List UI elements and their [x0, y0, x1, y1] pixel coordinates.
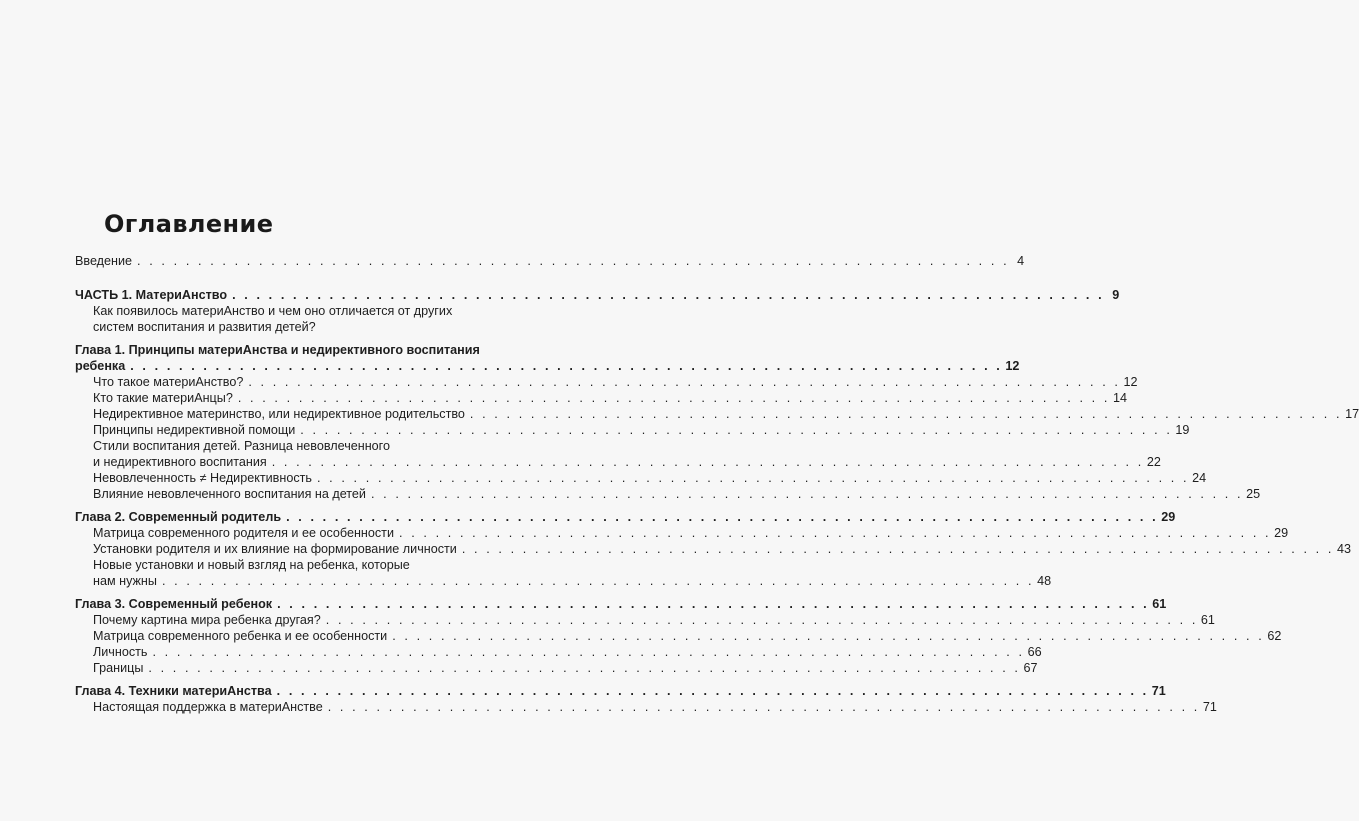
dot-leader: . . . . . . . . . . . . . . . . . . . . . . . . . . . . . . . . . . . . . . . . . . . . . . . . . . . . . . . . . . . . . . . . . . . . . . . . [137, 254, 1010, 268]
toc-entry-label: Что такое материАнство? [93, 375, 244, 389]
dot-leader: . . . . . . . . . . . . . . . . . . . . . . . . . . . . . . . . . . . . . . . . . . . . . . . . . . . . . . . . . . . . . . . . . . . . . . . . [325, 613, 1198, 627]
toc-entry[interactable] [93, 628, 1282, 644]
toc-entry[interactable] [93, 660, 1038, 676]
page-title: Оглавление [104, 210, 274, 238]
toc-page-number: 24 [1192, 471, 1207, 485]
toc-page-number: 9 [1112, 288, 1120, 302]
toc-page-number: 62 [1267, 629, 1282, 643]
toc-entry-label: и недирективного воспитания [93, 455, 267, 469]
toc-entry-label: нам нужны [93, 574, 157, 588]
toc-entry[interactable] [93, 406, 1359, 422]
dot-leader: . . . . . . . . . . . . . . . . . . . . . . . . . . . . . . . . . . . . . . . . . . . . . . . . . . . . . . . . . . . . . . . . . . . . . . . . [276, 684, 1149, 698]
dot-leader: . . . . . . . . . . . . . . . . . . . . . . . . . . . . . . . . . . . . . . . . . . . . . . . . . . . . . . . . . . . . . . . . . . . . . . . . [286, 510, 1159, 524]
toc-entry-label: Невовлеченность ≠ Недирективность [93, 471, 312, 485]
toc-chapter-heading[interactable] [75, 342, 1020, 374]
toc-page-number: 22 [1146, 455, 1161, 469]
dot-leader: . . . . . . . . . . . . . . . . . . . . . . . . . . . . . . . . . . . . . . . . . . . . . . . . . . . . . . . . . . . . . . . . . . . . . . . . [469, 407, 1343, 421]
toc-entry-label: Матрица современного ребенка и ее особенности [93, 629, 388, 643]
toc-entry-label: Глава 2. Современный родитель [75, 510, 282, 524]
dot-leader: . . . . . . . . . . . . . . . . . . . . . . . . . . . . . . . . . . . . . . . . . . . . . . . . . . . . . . . . . . . . . . . . . . . . . . . . [370, 487, 1244, 501]
toc-chapter-heading[interactable] [75, 596, 1167, 612]
dot-leader: . . . . . . . . . . . . . . . . . . . . . . . . . . . . . . . . . . . . . . . . . . . . . . . . . . . . . . . . . . . . . . . . . . . . . . . . [152, 645, 1025, 659]
toc-page-number: 67 [1023, 661, 1038, 675]
toc-entry-label: Границы [93, 661, 144, 675]
toc-page-number: 48 [1037, 574, 1052, 588]
toc-page-number: 66 [1027, 645, 1042, 659]
table-of-contents [75, 253, 1359, 715]
toc-entry-label: Введение [75, 254, 133, 268]
dot-leader: . . . . . . . . . . . . . . . . . . . . . . . . . . . . . . . . . . . . . . . . . . . . . . . . . . . . . . . . . . . . . . . . . . . . . . . . [161, 574, 1035, 588]
toc-page-number: 71 [1151, 684, 1166, 698]
dot-leader: . . . . . . . . . . . . . . . . . . . . . . . . . . . . . . . . . . . . . . . . . . . . . . . . . . . . . . . . . . . . . . . . . . . . . . . . [277, 597, 1150, 611]
toc-page-number: 19 [1175, 423, 1190, 437]
toc-entry[interactable] [93, 644, 1042, 660]
dot-leader: . . . . . . . . . . . . . . . . . . . . . . . . . . . . . . . . . . . . . . . . . . . . . . . . . . . . . . . . . . . . . . . . . . . . . . . . [392, 629, 1265, 643]
toc-entry[interactable] [93, 438, 1161, 470]
toc-entry-label: Недирективное материнство, или недирективное родительство [93, 407, 465, 421]
toc-page-number: 29 [1161, 510, 1176, 524]
toc-entry-label: Принципы недирективной помощи [93, 423, 296, 437]
dot-leader: . . . . . . . . . . . . . . . . . . . . . . . . . . . . . . . . . . . . . . . . . . . . . . . . . . . . . . . . . . . . . . . . . . . . . . . . [399, 526, 1272, 540]
dot-leader: . . . . . . . . . . . . . . . . . . . . . . . . . . . . . . . . . . . . . . . . . . . . . . . . . . . . . . . . . . . . . . . . . . . . . . . . [232, 288, 1105, 302]
toc-page-number: 25 [1246, 487, 1261, 501]
toc-entry-label: Глава 3. Современный ребенок [75, 597, 273, 611]
toc-entry-label: Кто такие материАнцы? [93, 391, 233, 405]
toc-entry-label: систем воспитания и развития детей? [93, 320, 316, 334]
toc-chapter-heading[interactable] [75, 683, 1166, 699]
toc-entry[interactable] [93, 541, 1351, 557]
toc-entry[interactable] [93, 525, 1289, 541]
toc-page-number: 29 [1274, 526, 1289, 540]
dot-leader: . . . . . . . . . . . . . . . . . . . . . . . . . . . . . . . . . . . . . . . . . . . . . . . . . . . . . . . . . . . . . . . . . . . . . . . . [316, 471, 1190, 485]
toc-page-number: 12 [1123, 375, 1138, 389]
toc-page-number: 61 [1152, 597, 1167, 611]
toc-page-number: 4 [1017, 254, 1025, 268]
dot-leader: . . . . . . . . . . . . . . . . . . . . . . . . . . . . . . . . . . . . . . . . . . . . . . . . . . . . . . . . . . . . . . . . . . . . . . . . [271, 455, 1144, 469]
toc-part-heading[interactable] [75, 287, 1120, 303]
dot-leader: . . . . . . . . . . . . . . . . . . . . . . . . . . . . . . . . . . . . . . . . . . . . . . . . . . . . . . . . . . . . . . . . . . . . . . . . [300, 423, 1173, 437]
toc-entry-label: Настоящая поддержка в материАнстве [93, 700, 323, 714]
toc-entry[interactable] [93, 557, 1052, 589]
toc-entry-label: Глава 1. Принципы материАнства и недирективного воспитания [75, 343, 480, 357]
toc-entry-label: Личность [93, 645, 148, 659]
toc-entry-label: Как появилось материАнство и чем оно отличается от других [93, 304, 453, 318]
toc-entry-label: Установки родителя и их влияние на формирование личности [93, 542, 457, 556]
dot-leader: . . . . . . . . . . . . . . . . . . . . . . . . . . . . . . . . . . . . . . . . . . . . . . . . . . . . . . . . . . . . . . . . . . . . . . . . [148, 661, 1021, 675]
toc-entry-label: Стили воспитания детей. Разница невовлеченного [93, 439, 390, 453]
dot-leader: . . . . . . . . . . . . . . . . . . . . . . . . . . . . . . . . . . . . . . . . . . . . . . . . . . . . . . . . . . . . . . . . . . . . . . . . [130, 359, 1003, 373]
toc-entry[interactable] [93, 374, 1138, 390]
toc-entry[interactable] [93, 303, 528, 335]
dot-leader: . . . . . . . . . . . . . . . . . . . . . . . . . . . . . . . . . . . . . . . . . . . . . . . . . . . . . . . . . . . . . . . . . . . . . . . . [237, 391, 1110, 405]
toc-page-number: 61 [1200, 613, 1215, 627]
dot-leader: . . . . . . . . . . . . . . . . . . . . . . . . . . . . . . . . . . . . . . . . . . . . . . . . . . . . . . . . . . . . . . . . . . . . . . . . [327, 700, 1200, 714]
toc-entry-label: Новые установки и новый взгляд на ребенка, которые [93, 558, 410, 572]
toc-entry[interactable] [93, 699, 1217, 715]
dot-leader: . . . . . . . . . . . . . . . . . . . . . . . . . . . . . . . . . . . . . . . . . . . . . . . . . . . . . . . . . . . . . . . . . . . . . . . . [461, 542, 1334, 556]
toc-entry[interactable] [93, 612, 1215, 628]
toc-entry-label: Глава 4. Техники материАнства [75, 684, 272, 698]
toc-entry[interactable] [75, 253, 1025, 269]
toc-entry-label: Влияние невовлеченного воспитания на детей [93, 487, 366, 501]
toc-entry-label: Матрица современного родителя и ее особенности [93, 526, 394, 540]
toc-entry[interactable] [93, 422, 1190, 438]
toc-entry-label: ребенка [75, 359, 126, 373]
toc-entry[interactable] [93, 470, 1207, 486]
toc-page-number: 71 [1202, 700, 1217, 714]
toc-page-number: 14 [1112, 391, 1127, 405]
dot-leader: . . . . . . . . . . . . . . . . . . . . . . . . . . . . . . . . . . . . . . . . . . . . . . . . . . . . . . . . . . . . . . . . . . . . . . . . [248, 375, 1121, 389]
toc-entry-label: ЧАСТЬ 1. МатериАнство [75, 288, 228, 302]
toc-page-number: 12 [1005, 359, 1020, 373]
toc-entry[interactable] [93, 390, 1127, 406]
toc-entry-label: Почему картина мира ребенка другая? [93, 613, 321, 627]
toc-page-number: 43 [1336, 542, 1351, 556]
toc-entry[interactable] [93, 486, 1261, 502]
toc-page-number: 17 [1345, 407, 1359, 421]
toc-chapter-heading[interactable] [75, 509, 1176, 525]
